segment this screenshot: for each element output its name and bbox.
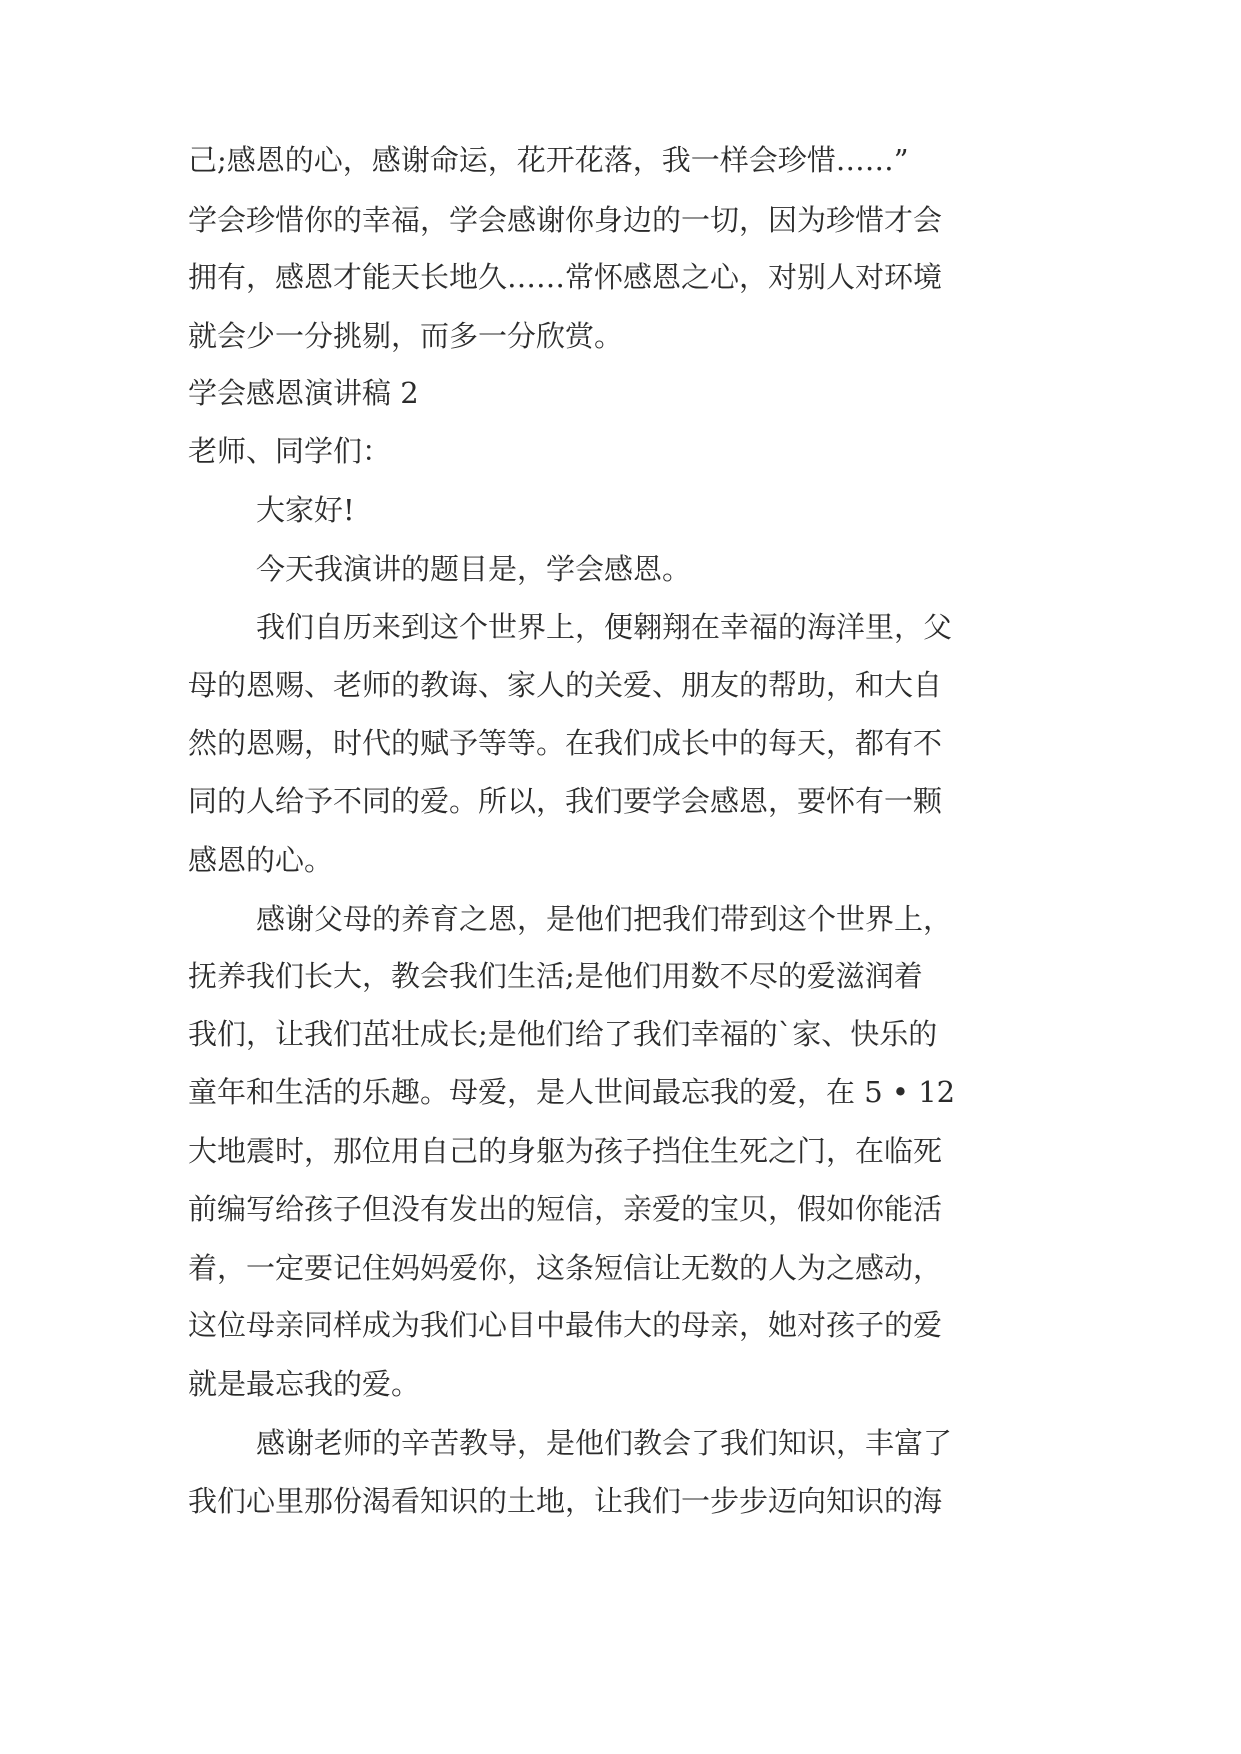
paragraph-start: 我们自历来到这个世界上，便翱翔在幸福的海洋里，父: [256, 610, 953, 644]
text-line: 我们心里那份渴看知识的土地，让我们一步步迈向知识的海: [188, 1484, 943, 1518]
text-line: 然的恩赐，时代的赋予等等。在我们成长中的每天，都有不: [188, 726, 943, 760]
text-line: 母的恩赐、老师的教诲、家人的关爱、朋友的帮助，和大自: [188, 668, 943, 702]
text-line: 拥有，感恩才能天长地久……常怀感恩之心，对别人对环境: [188, 260, 943, 294]
text-line: 同的人给予不同的爱。所以，我们要学会感恩，要怀有一颗: [188, 784, 943, 818]
text-line: 我们，让我们茁壮成长;是他们给了我们幸福的`家、快乐的: [188, 1017, 938, 1051]
text-line: 感恩的心。: [188, 843, 334, 877]
text-line: 这位母亲同样成为我们心目中最伟大的母亲，她对孩子的爱: [188, 1308, 943, 1342]
text-line: 前编写给孩子但没有发出的短信，亲爱的宝贝，假如你能活: [188, 1192, 943, 1226]
text-line: 大地震时，那位用自己的身躯为孩子挡住生死之门，在临死: [188, 1134, 943, 1168]
text-line: 就是最忘我的爱。: [188, 1367, 421, 1401]
text-line: 学会珍惜你的幸福，学会感谢你身边的一切，因为珍惜才会: [188, 203, 943, 237]
text-line: 抚养我们长大，教会我们生活;是他们用数不尽的爱滋润着: [188, 959, 923, 993]
text-line: 己;感恩的心，感谢命运，花开花落，我一样会珍惜……”: [188, 143, 909, 177]
text-line: 今天我演讲的题目是，学会感恩。: [256, 552, 692, 586]
paragraph-start: 感谢父母的养育之恩，是他们把我们带到这个世界上，: [256, 902, 953, 936]
text-line: 着，一定要记住妈妈爱你，这条短信让无数的人为之感动，: [188, 1251, 943, 1285]
greeting: 大家好!: [256, 493, 355, 527]
salutation: 老师、同学们：: [188, 434, 392, 468]
section-heading: 学会感恩演讲稿 2: [188, 376, 419, 410]
paragraph-start: 感谢老师的辛苦教导，是他们教会了我们知识，丰富了: [256, 1426, 953, 1460]
text-line: 就会少一分挑剔，而多一分欣赏。: [188, 319, 624, 353]
text-line: 童年和生活的乐趣。母爱，是人世间最忘我的爱，在 5 • 12: [188, 1075, 956, 1109]
